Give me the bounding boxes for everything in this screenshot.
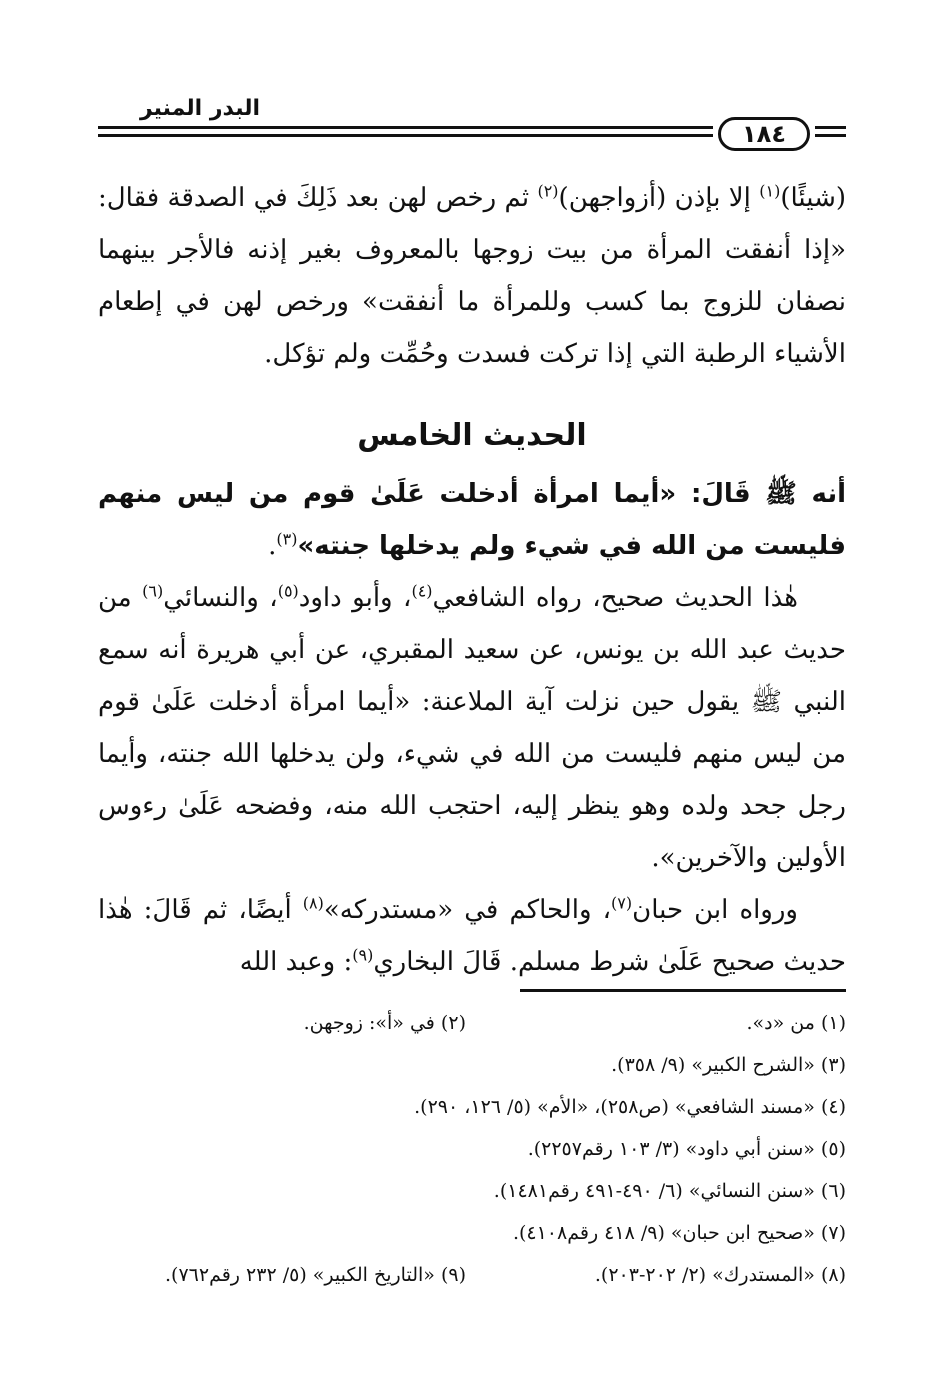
section-heading: الحديث الخامس	[357, 418, 587, 453]
footnote-marker-7: (٧)	[611, 893, 633, 913]
text-run: ورواه ابن حبان	[632, 895, 798, 925]
header-rule-right-bottom	[815, 134, 846, 137]
page-number: ١٨٤	[718, 117, 810, 151]
text-run: .	[268, 531, 277, 561]
running-title: البدر المنير	[139, 96, 260, 121]
footnote-9: (٩) «التاريخ الكبير» (٥/ ٢٣٢ رقم٧٦٢).	[165, 1264, 466, 1286]
text-run: : وعبد الله	[239, 947, 353, 977]
footnote-1: (١) من «د».	[746, 1012, 846, 1034]
main-text	[98, 172, 846, 988]
footnote-3: (٣) «الشرح الكبير» (٩/ ٣٥٨).	[611, 1054, 846, 1076]
footnote-marker-2: (٢)	[537, 181, 559, 201]
hadith-quote: «أيما امرأة أدخلت عَلَىٰ قوم من ليس منهم فليست من الله في شيء ولم يدخلها جنته»	[98, 479, 846, 561]
footnote-row	[98, 1170, 846, 1212]
text-run: إلا بإذن (أزواجهن)	[558, 183, 760, 213]
text-run: ، وأبو داود	[298, 583, 412, 613]
header-rule-top	[98, 126, 713, 129]
text-run: من حديث عبد الله بن يونس، عن سعيد المقبري، عن أبي هريرة أنه سمع النبي ﷺ يقول حين نزلت آية الملاعنة: «أيما امرأة أدخلت عَلَىٰ قوم من ليس منهم فليست من الله في شيء، ولن يدخلها الله جنته، وأيما رجل جحد ولده وهو ينظر إليه، احتجب الله منه، وفضحه عَلَىٰ رءوس الأولين والآخرين».	[98, 583, 846, 873]
hadith-paragraph	[98, 468, 846, 572]
footnote-marker-4: (٤)	[411, 581, 433, 601]
paragraph-4	[98, 884, 846, 988]
footnote-marker-9: (٩)	[352, 945, 374, 965]
footnote-2: (٢) في «أ»: زوجهن.	[303, 1012, 466, 1034]
footnote-marker-1: (١)	[759, 181, 781, 201]
text-run: أنه ﷺ قَالَ:	[676, 479, 846, 509]
footnote-row	[98, 1086, 846, 1128]
text-run: هٰذا الحديث صحيح، رواه الشافعي	[432, 583, 798, 613]
footnote-row	[98, 1254, 846, 1296]
footnote-marker-3: (٣)	[276, 529, 298, 549]
footnote-4: (٤) «مسند الشافعي» (ص٢٥٨)، «الأم» (٥/ ١٢٦، ٢٩٠).	[414, 1096, 846, 1118]
footnote-marker-5: (٥)	[277, 581, 299, 601]
footnote-row	[98, 1128, 846, 1170]
text-run: ، والحاكم في «مستدركه»	[323, 895, 612, 925]
footnote-row	[98, 1044, 846, 1086]
footnote-marker-6: (٦)	[142, 581, 164, 601]
header-rule-bottom	[98, 134, 713, 137]
text-run: ثم رخص لهن بعد ذَلِكَ في الصدقة فقال: «إذا أنفقت المرأة من بيت زوجها بالمعروف بغير إذنه فالأجر بينهما نصفان للزوج بما كسب وللمرأة ما أنفقت» ورخص لهن في إطعام الأشياء الرطبة التي إذا تركت فسدت وحُمِّت ولم تؤكل.	[98, 183, 846, 369]
footnote-6: (٦) «سنن النسائي» (٦/ ٤٩٠-٤٩١ رقم١٤٨١).	[493, 1180, 846, 1202]
text-run: (شيئًا)	[780, 183, 847, 213]
footnote-row	[98, 1002, 846, 1044]
paragraph-1	[98, 172, 846, 380]
footnotes	[98, 1002, 846, 1296]
footnote-8: (٨) «المستدرك» (٢/ ٢٠٢-٢٠٣).	[594, 1264, 846, 1286]
footnote-5: (٥) «سنن أبي داود» (٣/ ١٠٣ رقم٢٢٥٧).	[527, 1138, 846, 1160]
footnote-marker-8: (٨)	[302, 893, 324, 913]
footnote-row	[98, 1212, 846, 1254]
header-rule-right-top	[815, 126, 846, 129]
footnote-separator	[520, 989, 846, 992]
footnote-7: (٧) «صحيح ابن حبان» (٩/ ٤١٨ رقم٤١٠٨).	[512, 1222, 846, 1244]
paragraph-3	[98, 572, 846, 884]
text-run: أيضًا، ثم قَالَ: هٰذا حديث صحيح عَلَىٰ شرط مسلم. قَالَ البخاري	[98, 895, 846, 977]
text-run: ، والنسائي	[163, 583, 278, 613]
